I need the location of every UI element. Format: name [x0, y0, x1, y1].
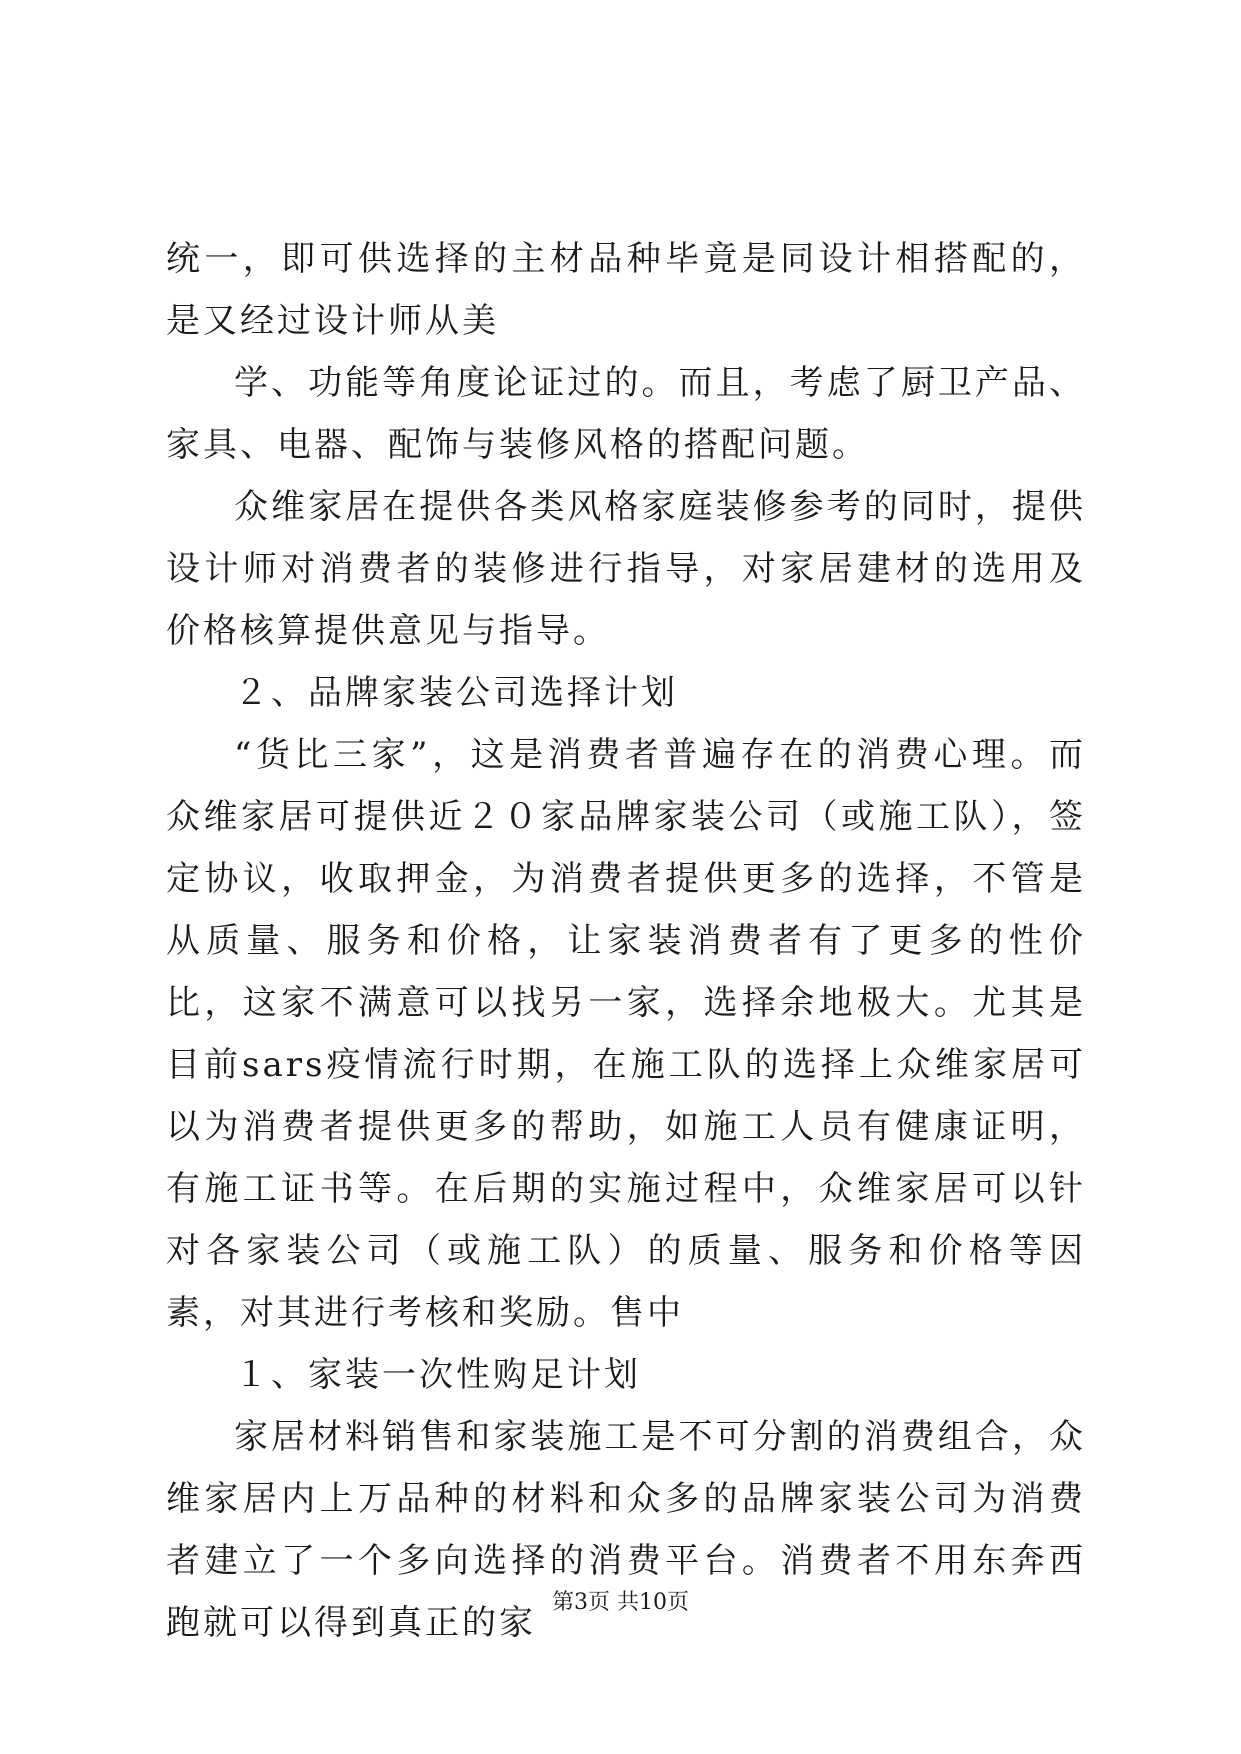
section-heading-brand-selection: ２、品牌家装公司选择计划: [234, 673, 678, 713]
paragraph-4: “货比三家”，这是消费者普遍存在的消费心理。而众维家居可提供近２０家品牌家装公司（或施工队），签定协议，收取押金，为消费者提供更多的选择，不管是从质量、服务和价格，让家装消费者有了更多的性价比，这家不满意可以找另一家，选择余地极大。尤其是目前sars疫情流行时期，在施工队的选择上众维家居可以为消费者提供更多的帮助，如施工人员有健康证明，有施工证书等。在后期的实施过程中，众维家居可以针对各家装公司（或施工队）的质量、服务和价格等因素，对其进行考核和奖励。售中: [166, 735, 1086, 1333]
paragraph-5: 家居材料销售和家装施工是不可分割的消费组合，众维家居内上万品种的材料和众多的品牌家装公司为消费者建立了一个多向选择的消费平台。消费者不用东奔西跑就可以得到真正的家: [166, 1417, 1086, 1643]
page-number-footer: 第3页 共10页: [552, 1590, 689, 1615]
paragraph-3: 众维家居在提供各类风格家庭装修参考的同时，提供设计师对消费者的装修进行指导，对家居建材的选用及价格核算提供意见与指导。: [166, 487, 1086, 651]
paragraph-2: 学、功能等角度论证过的。而且，考虑了厨卫产品、家具、电器、配饰与装修风格的搭配问题。: [166, 363, 1086, 465]
document-body: [166, 228, 1086, 1654]
section-heading-one-stop-purchase: １、家装一次性购足计划: [234, 1355, 641, 1395]
paragraph-1: 统一，即可供选择的主材品种毕竟是同设计相搭配的，是又经过设计师从美: [166, 239, 1086, 341]
